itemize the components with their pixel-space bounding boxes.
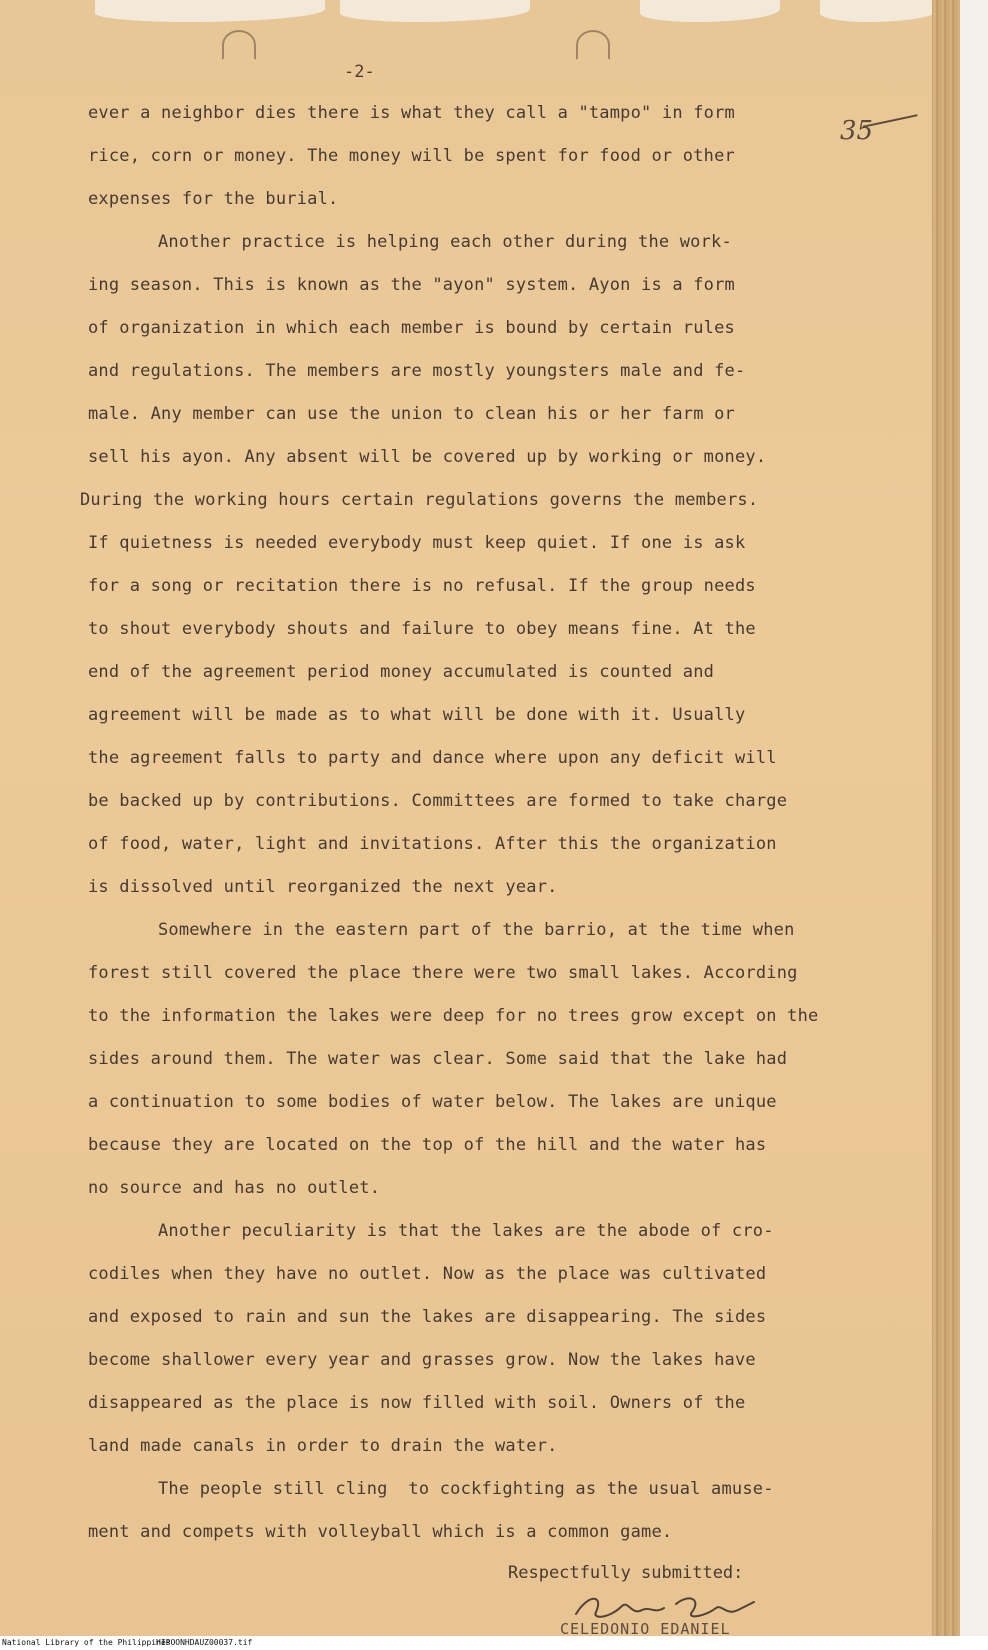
text-line: for a song or recitation there is no refusal. If the group needs: [88, 576, 756, 596]
text-line: Another practice is helping each other during the work-: [158, 232, 732, 252]
text-line: of organization in which each member is bound by certain rules: [88, 318, 735, 338]
text-line: expenses for the burial.: [88, 189, 339, 209]
text-line: If quietness is needed everybody must keep quiet. If one is ask: [88, 533, 746, 553]
text-line: Somewhere in the eastern part of the barrio, at the time when: [158, 920, 795, 940]
text-line: disappeared as the place is now filled with soil. Owners of the: [88, 1393, 746, 1413]
text-line: is dissolved until reorganized the next year.: [88, 877, 558, 897]
text-line: The people still cling to cockfighting as the usual amuse-: [158, 1479, 774, 1499]
body-text: [80, 92, 868, 1554]
text-line: ever a neighbor dies there is what they call a "tampo" in form: [88, 103, 735, 123]
page-stack-edge: [932, 0, 960, 1636]
torn-edge: [640, 0, 780, 22]
page-number: -2-: [344, 62, 375, 82]
text-line: to the information the lakes were deep for no trees grow except on the: [88, 1006, 819, 1026]
text-line: become shallower every year and grasses grow. Now the lakes have: [88, 1350, 756, 1370]
text-line: agreement will be made as to what will be done with it. Usually: [88, 705, 746, 725]
text-line: sides around them. The water was clear. Some said that the lake had: [88, 1049, 788, 1069]
punch-hole: [576, 30, 610, 60]
text-line: to shout everybody shouts and failure to obey means fine. At the: [88, 619, 756, 639]
signatory-name: CELEDONIO EDANIEL: [560, 1620, 731, 1636]
text-line: end of the agreement period money accumulated is counted and: [88, 662, 715, 682]
text-line: ment and compets with volleyball which is a common game.: [88, 1522, 673, 1542]
text-line: and exposed to rain and sun the lakes are disappearing. The sides: [88, 1307, 767, 1327]
text-line: a continuation to some bodies of water below. The lakes are unique: [88, 1092, 777, 1112]
closing-line: Respectfully submitted:: [508, 1563, 744, 1583]
margin-note-text: 35: [840, 116, 874, 146]
text-line: codiles when they have no outlet. Now as the place was cultivated: [88, 1264, 767, 1284]
text-line: Another peculiarity is that the lakes are the abode of cro-: [158, 1221, 774, 1241]
text-line: rice, corn or money. The money will be spent for food or other: [88, 146, 735, 166]
footer-filename: HIPOONHDAUZ00037.tif: [156, 1638, 253, 1647]
text-line: the agreement falls to party and dance where upon any deficit will: [88, 748, 777, 768]
text-line: forest still covered the place there were two small lakes. According: [88, 963, 798, 983]
text-line: ing season. This is known as the "ayon" system. Ayon is a form: [88, 275, 735, 295]
footer-library: National Library of the Philippines: [2, 1638, 171, 1647]
text-line: During the working hours certain regulations governs the members.: [80, 490, 759, 510]
text-line: and regulations. The members are mostly youngsters male and fe-: [88, 361, 746, 381]
text-line: because they are located on the top of the hill and the water has: [88, 1135, 767, 1155]
scan-footer: [0, 1636, 988, 1650]
text-line: be backed up by contributions. Committees are formed to take charge: [88, 791, 788, 811]
text-line: sell his ayon. Any absent will be covered up by working or money.: [88, 447, 767, 467]
text-line: of food, water, light and invitations. After this the organization: [88, 834, 777, 854]
text-line: no source and has no outlet.: [88, 1178, 381, 1198]
text-line: land made canals in order to drain the water.: [88, 1436, 558, 1456]
torn-edge: [95, 0, 325, 22]
torn-edge: [820, 0, 940, 22]
punch-hole: [222, 30, 256, 60]
text-line: male. Any member can use the union to clean his or her farm or: [88, 404, 735, 424]
torn-edge: [340, 0, 530, 22]
